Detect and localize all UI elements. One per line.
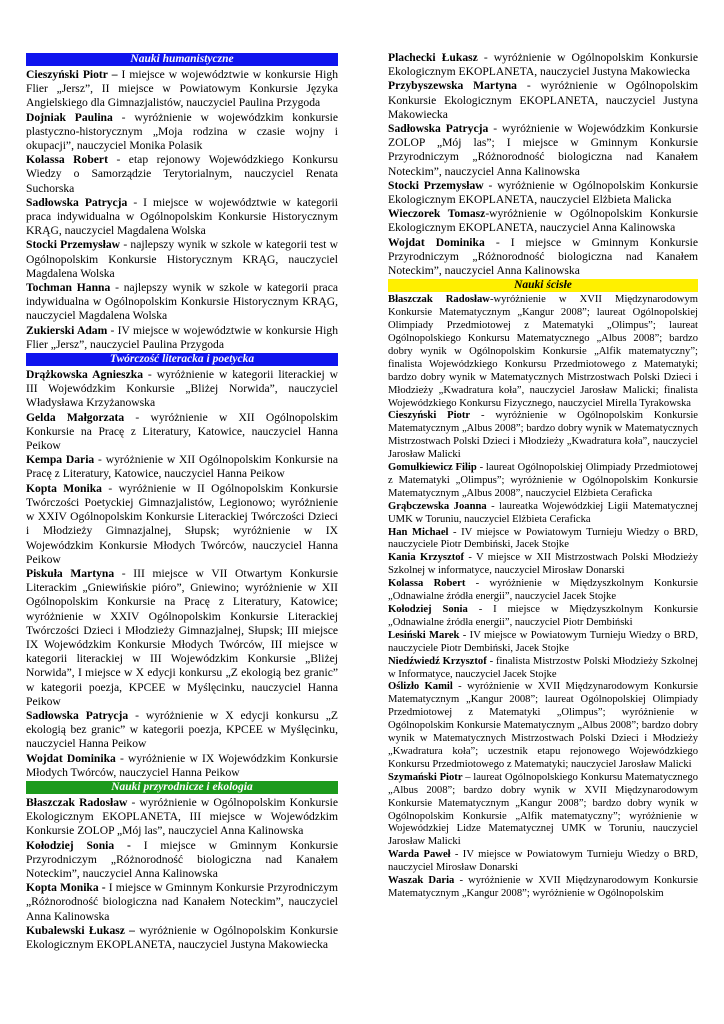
list-item (388, 527, 698, 553)
award-description: - laureatka Wojewódzkiej Ligii Matematycznej UMK w Toruniu, nauczyciel Elżbieta Ceraficka (388, 500, 698, 525)
student-name: Kania Krzysztof (388, 552, 465, 564)
award-description: - wyróżnienie w XVII Międzynarodowym Konkursie Matematycznym „Kangur 2008”; laureat Ogólnopolskiej Olimpiady Przedmiotowej z Matematyki „Olimpus”; wyróżnienie w Ogólnopolskim Konkursie Matematycznym „Albus 2008”; bardzo dobry wynik w Matematycznych Mistrzostwach Polski Dzieci i Młodzieży „Kwadratura koła”; uczestnik etapu rejonowego Wojewódzkiego Konkursu Przedmiotowego z Matematyki; nauczyciel Jarosław Malicki (388, 681, 698, 770)
list-item (388, 578, 698, 604)
list-item (26, 411, 338, 454)
list-item (26, 567, 338, 709)
student-name: Drążkowska Agnieszka (26, 368, 144, 382)
list-item (388, 122, 698, 179)
section-header-nature: Nauki przyrodnicze i ekologia (26, 781, 338, 794)
student-name: Kempa Daria (26, 453, 95, 467)
award-description: -wyróżnienie w XVII Międzynarodowym Konkursie Matematycznym „Kangur 2008”; laureat Ogólnopolskiej Olimpiady Przedmiotowej z Matematyki „Olimpus”; laureat Ogólnopolskiego Konkursu Matematycznego „Albus 2008”; bardzo dobry wynik w Ogólnopolskim Konkursie „Alfik matematyczny”; finalista Wojewódzkiego Konkursu Przedmiotowego z Matematyki; bardzo dobry wynik w Matematycznych Mistrzostwach Polski Dzieci i Młodzieży „Kwadratura koła”, nauczyciel Jarosław Malicki; finalista Wojewódzkiego Konkursu Fizycznego, nauczyciel Mirella Tyrakowska (388, 294, 698, 409)
list-item (388, 630, 698, 656)
student-name: Tochman Hanna (26, 281, 111, 295)
student-name: Kolassa Robert (26, 153, 108, 167)
section-header-literary: Twórczość literacka i poetycka (26, 353, 338, 366)
science-list (388, 294, 698, 901)
award-description: - wyróżnienie w IX Wojewódzkim Konkursie Młodych Twórców, nauczyciel Hanna Peikow (26, 751, 338, 779)
student-name: Szymański Piotr (388, 771, 463, 783)
list-item (26, 238, 338, 281)
section-header-science: Nauki ścisłe (388, 279, 698, 292)
list-item (388, 875, 698, 901)
list-item (388, 849, 698, 875)
student-name: Kołodziej Sonia (388, 604, 468, 615)
nature-list-left (26, 796, 338, 952)
list-item (26, 482, 338, 567)
list-item (26, 752, 338, 780)
student-name: Cieszyński Piotr – (26, 68, 118, 81)
student-name: Han Michael (388, 526, 449, 538)
student-name: Przybyszewska Martyna (388, 79, 517, 93)
student-name: Błaszczak Radosław (26, 795, 128, 809)
award-description: I miejsce w Gminnym Konkursie Przyrodniczym „Różnorodność biologiczna nad Kanałem Noteckim”, nauczyciel Anna Kalinowska (26, 881, 339, 923)
student-name: Gomułkiewicz Filip (388, 462, 477, 474)
student-name: Kolassa Robert (388, 578, 466, 590)
student-name: Kopta Monika (26, 481, 102, 495)
student-name: Błaszczak Radosław (388, 294, 490, 306)
award-description: - wyróżnienie w XII Ogólnopolskim Konkursie na Pracę z Literatury, Katowice, nauczyciel Hanna Peikow (26, 453, 338, 481)
student-name: Zukierski Adam (26, 323, 108, 337)
award-description: - wyróżnienie w Ogólnopolskim Konkursie Ekologicznym EKOPLANETA, III miejsce w Wojewódzkim Konkursie ZOLOP „Mój las”, nauczyciel Anna Kalinowska (26, 795, 338, 838)
award-description: wyróżnienie w Ogólnopolskim Konkursie Ekologicznym EKOPLANETA, nauczyciel Justyna Makowiecka (26, 923, 338, 951)
student-name: Kubalewski Łukasz – (26, 923, 135, 937)
list-item (26, 839, 338, 882)
award-description: I miejsce w Gminnym Konkursie Przyrodniczym „Różnorodność biologiczna nad Kanałem Noteckim”, nauczyciel Anna Kalinowska (26, 838, 338, 880)
award-description: - najlepszy wynik w szkole w kategorii test w Ogólnopolskim Konkursie Historycznym KRĄG, nauczyciel Magdalena Wolska (26, 238, 338, 280)
student-name: Stocki Przemysław (388, 178, 484, 192)
student-name: Waszak Daria (388, 875, 455, 887)
list-item (388, 236, 698, 279)
list-item (26, 709, 338, 752)
list-item (26, 281, 338, 324)
list-item (388, 79, 698, 122)
student-name: Wojdat Dominika (388, 235, 485, 249)
award-description: - IV miejsce w Powiatowym Turnieju Wiedzy o BRD, nauczyciel Mirosław Donarski (388, 849, 698, 874)
list-item (26, 324, 338, 352)
student-name: Plachecki Łukasz (388, 51, 478, 64)
award-description: - I miejsce w województwie w kategorii praca indywidualna w Ogólnopolskim Konkursie Historycznym KRĄG, nauczyciel Magdalena Wolska (26, 195, 338, 238)
humanities-list (26, 68, 338, 352)
right-column (388, 51, 698, 901)
list-item (26, 111, 338, 154)
list-item (388, 294, 698, 410)
award-description: - wyróżnienie w kategorii literackiej w III Wojewódzkim Konkursie „Bliżej Norwida”, nauczyciel Władysława Krzyżanowska (26, 368, 339, 410)
award-description: - wyróżnienie w X edycji konkursu „Z ekologią bez granic” w kategorii poezja, KPCEE w Myślęcinku, nauczyciel Hanna Peikow (26, 708, 339, 751)
award-description: - wyróżnienie w wojewódzkim konkursie plastyczno-historycznym „Moja rodzina w czasie wojny i okupacji”, nauczyciel Monika Polasik (26, 110, 339, 153)
award-description: - wyróżnienie w Ogólnopolskim Konkursie Ekologicznym EKOPLANETA, nauczyciel Elżbieta Malicka (388, 178, 698, 207)
list-item (388, 552, 698, 578)
award-description: - IV miejsce w Powiatowym Turnieju Wiedzy o BRD, nauczyciele Piotr Dembiński, Jacek Stojke (388, 629, 698, 654)
list-item (26, 153, 338, 196)
award-description: - najlepszy wynik w szkole w kategorii praca indywidualna w Ogólnopolskim Konkursie Historycznym KRĄG, nauczyciel Magdalena Wolska (26, 281, 338, 323)
list-item (388, 462, 698, 501)
award-description: - wyróżnienie w Międzyszkolnym Konkursie „Odnawialne źródła energii”, nauczyciel Jacek Stojke (388, 578, 698, 603)
award-description: - wyróżnienie w Ogólnopolskim Konkursie Ekologicznym EKOPLANETA, nauczyciel Justyna Makowiecka (388, 51, 698, 79)
award-description: - I miejsce w Międzyszkolnym Konkursie „Odnawialne źródła energii”, nauczyciel Piotr Dembiński (388, 604, 698, 628)
award-description: - IV miejsce w Powiatowym Turnieju Wiedzy o BRD, nauczyciele Piotr Dembiński, Jacek Stojke (388, 526, 699, 551)
student-name: Piskuła Martyna (26, 566, 115, 580)
student-name: Sadłowska Patrycja (388, 122, 489, 136)
student-name: Kołodziej Sonia - (26, 838, 131, 852)
award-description: - wyróżnienie w Ogólnopolskim Konkursie Ekologicznym EKOPLANETA, nauczyciel Justyna Makowiecka (388, 79, 698, 121)
nature-list-right (388, 51, 698, 278)
award-description: - wyróżnienie w Wojewódzkim Konkursie ZOLOP „Mój las”; I miejsce w Gminnym Konkursie Przyrodniczym „Różnorodność biologiczna nad Kanałem Noteckim”, nauczyciel Anna Kalinowska (388, 122, 698, 178)
list-item (388, 207, 698, 235)
student-name: Lesiński Marek (388, 629, 460, 641)
student-name: Niedźwiedź Krzysztof (388, 655, 487, 667)
student-name: Dojniak Paulina (26, 110, 113, 124)
award-description: - III miejsce w VII Otwartym Konkursie Literackim „Gniewińskie pióro”, Gniewino; wyróżnienie w XII Ogólnopolskim Konkursie na Pracę z Literatury, Katowice; wyróżnienie w XXIV Ogólnopolskim Konkursie Literackiej Twórczości Dzieci i Młodzieży Gimnazjalnej, Słupsk; III miejsce IX Wojewódzkim Konkursie Młodych Twórców, III miejsce w kategorii literackiej w III Wojewódzkim Konkursie „Bliżej Norwida”, I miejsce w X edycji konkursu „Z ekologią bez granic” w kategorii poezja, KPCEE w Myślęcinku, nauczyciel Hanna Peikow (26, 566, 338, 708)
award-description: - wyróżnienie w XVII Międzynarodowym Konkursie Matematycznym „Kangur 2008”; wyróżnienie w Ogólnopolskim (388, 875, 698, 899)
literary-list (26, 368, 338, 780)
student-name: Cieszyński Piotr (388, 410, 471, 422)
list-item (26, 68, 338, 111)
list-item (388, 656, 698, 682)
student-name: Gelda Małgorzata (26, 410, 125, 424)
list-item (388, 410, 698, 462)
award-description: - wyróżnienie w XII Ogólnopolskim Konkursie na Pracę z Literatury, Katowice, nauczyciel Hanna Peikow (26, 410, 338, 453)
list-item (26, 924, 338, 952)
award-description: - etap rejonowy Wojewódzkiego Konkursu Wiedzy o Samorządzie Terytorialnym, nauczyciel Renata Suchorska (26, 153, 338, 195)
award-description: - I miejsce w Gminnym Konkursie Przyrodniczym „Różnorodność biologiczna nad Kanałem Noteckim”, nauczyciel Anna Kalinowska (388, 235, 698, 278)
award-description: - finalista Mistrzostw Polski Młodzieży Szkolnej w Informatyce, nauczyciel Jacek Stojke (388, 655, 699, 680)
list-item (388, 51, 698, 79)
student-name: Oślizło Kamil (388, 681, 453, 693)
student-name: Grąbczewska Joanna (388, 500, 487, 512)
student-name: Wojdat Dominika (26, 751, 116, 765)
list-item (26, 368, 338, 411)
list-item (388, 179, 698, 207)
list-item (26, 196, 338, 239)
award-description: – laureat Ogólnopolskiego Konkursu Matematycznego „Albus 2008”; bardzo dobry wynik w XVII Międzynarodowym Konkursie Matematycznym „Kangur 2008”; bardzo dobry wynik w Ogólnopolskim Konkursie „Alfik matematyczny”; wyróżnienie w Wojewódzkiej Lidze Matematycznej UMK w Toruniu, nauczyciel Jarosław Malicki (388, 771, 698, 848)
student-name: Sadłowska Patrycja (26, 195, 128, 209)
left-column (26, 52, 338, 952)
award-description: - V miejsce w XII Mistrzostwach Polski Młodzieży Szkolnej w informatyce, nauczyciel Mirosław Donarski (388, 552, 698, 577)
section-header-humanities: Nauki humanistyczne (26, 53, 338, 66)
award-description: - wyróżnienie w Ogólnopolskim Konkursie Matematycznym „Albus 2008”; bardzo dobry wynik w Matematycznych Mistrzostwach Polski Dzieci i Młodzieży „Kwadratura koła”, nauczyciel Jarosław Malicki (388, 410, 698, 461)
list-item (388, 681, 698, 771)
award-description: I miejsce w województwie w konkursie High Flier „Jersz”, II miejsce w Powiatowym Konkursie Języka Angielskiego dla Gimnazjalistów, nauczyciel Paulina Przygoda (26, 68, 338, 110)
list-item (388, 604, 698, 630)
student-name: Sadłowska Patrycja (26, 708, 129, 722)
student-name: Kopta Monika - (26, 881, 106, 895)
student-name: Stocki Przemysław (26, 238, 121, 252)
list-item (388, 772, 698, 849)
award-description: -wyróżnienie w Ogólnopolskim Konkursie Ekologicznym EKOPLANETA, nauczyciel Anna Kalinowska (388, 207, 698, 235)
list-item (26, 453, 338, 481)
list-item (26, 796, 338, 839)
student-name: Wieczorek Tomasz (388, 207, 486, 221)
list-item (26, 881, 338, 924)
award-description: - laureat Ogólnopolskiej Olimpiady Przedmiotowej z Matematyki „Olimpus”; wyróżnienie w Ogólnopolskim Konkursie Matematycznym „Albus 2008”, nauczyciel Elżbieta Ceraficka (388, 462, 698, 499)
award-description: - IV miejsce w województwie w konkursie High Flier „Jersz”, nauczyciel Paulina Przygoda (26, 323, 338, 351)
student-name: Warda Paweł (388, 849, 451, 861)
award-description: - wyróżnienie w II Ogólnopolskim Konkursie Twórczości Poetyckiej Gimnazjalistów, Legionowo; wyróżnienie w XXIV Ogólnopolskim Konkursie Literackiej Twórczości Dzieci i Młodzieży Gimnazjalnej, Słupsk; wyróżnienie w IX Wojewódzkim Konkursie Młodych Twórców, nauczyciel Hanna Peikow (26, 481, 338, 566)
list-item (388, 501, 698, 527)
